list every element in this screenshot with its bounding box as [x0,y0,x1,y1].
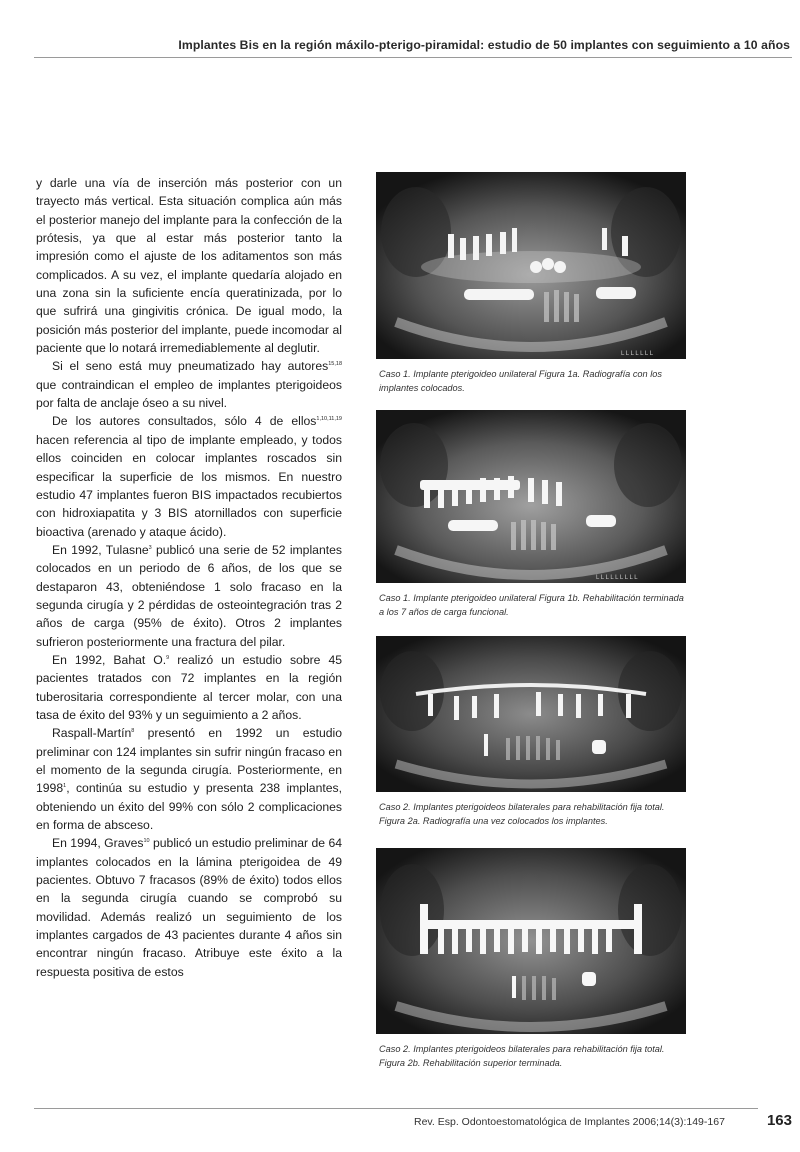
paragraph-text: Si el seno está muy pneumatizado hay autores [52,359,329,374]
paragraph-text: Raspall-Martín [52,726,132,741]
paragraph-text: presentó en 1992 un estudio preliminar con 124 implantes sin sufrir ningún fracaso en el momento de la segunda cirugía. Posteriormente, en 1998 [36,726,342,796]
svg-text:L L L L L L L: L L L L L L L [621,351,654,357]
panoramic-xray-image [376,410,686,583]
paragraph [36,834,342,981]
paragraph [36,541,342,651]
paragraph-text: y darle una vía de inserción más posterior con un trayecto más vertical. Esta situación complica aún más el posterior manejo del implante para la confección de la prótesis, ya que al estar más posterior tanto la impresión como el ajuste de los aditamentos son más complicados. A su vez, el implante quedaría alojado en una zona sin la suficiente encía queratinizada, por lo que sufrirá una gingivitis crónica. De igual modo, la posición más posterior del implante, puede incomodar al paciente que lo notará irremediablemente al deglutir. [36,176,342,356]
figure-1b [376,410,686,619]
paragraph-text: publicó una serie de 52 implantes colocados en un periodo de 6 años, de los que se destaparon 43, obteniéndose 1 solo fracaso en la segunda cirugía y 2 pérdidas de osteointegración tras 2 años de carga (95% de éxito). Otros 2 implantes sufrieron posteriormente una fractura del pilar. [36,542,342,649]
panoramic-xray-image [376,848,686,1034]
paragraph-text: En 1992, Tulasne [52,542,149,557]
paragraph [36,724,342,834]
paragraph-text: publicó un estudio preliminar de 64 implantes colocados en la lámina pterigoidea de 49 pacientes. Obtuvo 7 fracasos (89% de éxito) todos ellos en la segunda cirugía cuando se comprobó su movilidad. Además realizó un seguimiento de los implantes cargados de 43 pacientes durante 4 años sin encontrar ningún fracaso. Atribuye este éxito a la respuesta positiva de estos [36,836,343,979]
paragraph-text: hacen referencia al tipo de implante empleado, y todos ellos coinciden en colocar implantes roscados sin especificar la superficie de los mismos. En nuestro estudio 47 implantes fueron BIS impactados recubiertos con hidroxiapatita y 3 BIS atornillados con superficie bioactiva (arenado y ataque ácido). [36,432,342,539]
footer-rule [34,1108,758,1109]
citation-ref: 8 [131,728,135,735]
citation-ref: 1,10,11,19 [316,416,342,423]
paragraph-text: En 1992, Bahat O. [52,652,167,667]
figure-2b [376,848,686,1070]
journal-citation: Rev. Esp. Odontoestomatológica de Implantes 2006;14(3):149-167 [414,1116,725,1128]
page-number: 163 [766,1112,792,1129]
running-header: Implantes Bis en la región máxilo-pterigo-piramidal: estudio de 50 implantes con seguimiento a 10 años [178,38,790,52]
paragraph-text: En 1994, Graves [52,836,144,851]
citation-ref: 1 [63,783,67,790]
figure-caption: Caso 1. Implante pterigoideo unilateral Figura 1b. Rehabilitación terminada a los 7 años de carga funcional. [379,593,684,617]
figure-2a [376,636,686,828]
paragraph-text: realizó un estudio sobre 45 pacientes tratados con 72 implantes en la región tuberositaria correspondiente al tercer molar, con una tasa de éxito del 93% y un seguimiento a 2 años. [36,652,342,722]
paragraph [36,651,342,724]
body-column [36,174,342,981]
paragraph-text: , continúa su estudio y presenta 238 implantes, obteniendo un éxito del 99% con sólo 2 complicaciones en forma de absceso. [36,781,342,833]
figure-caption: Caso 2. Implantes pterigoideos bilaterales para rehabilitación fija total. Figura 2a. Radiografía una vez colocados los implantes. [379,802,665,826]
svg-text:L L L L L L L L L: L L L L L L L L L [596,575,638,581]
panoramic-xray-image [376,172,686,359]
citation-ref: 15,18 [328,361,342,368]
paragraph-text: De los autores consultados, sólo 4 de ellos [52,414,317,429]
citation-ref: 3 [148,544,152,551]
figure-caption: Caso 2. Implantes pterigoideos bilaterales para rehabilitación fija total. Figura 2b. Rehabilitación superior terminada. [379,1044,665,1068]
header-rule [34,57,792,58]
citation-ref: 10 [143,838,150,845]
paragraph [36,357,342,412]
panoramic-xray-image [376,636,686,792]
figure-1a [376,172,686,395]
figure-caption: Caso 1. Implante pterigoideo unilateral Figura 1a. Radiografía con los implantes colocados. [379,369,662,393]
citation-ref: 9 [166,654,170,661]
paragraph [36,412,342,540]
paragraph [36,174,342,357]
paragraph-text: que contraindican el empleo de implantes pterigoideos por falta de anclaje óseo a su nivel. [36,377,342,411]
